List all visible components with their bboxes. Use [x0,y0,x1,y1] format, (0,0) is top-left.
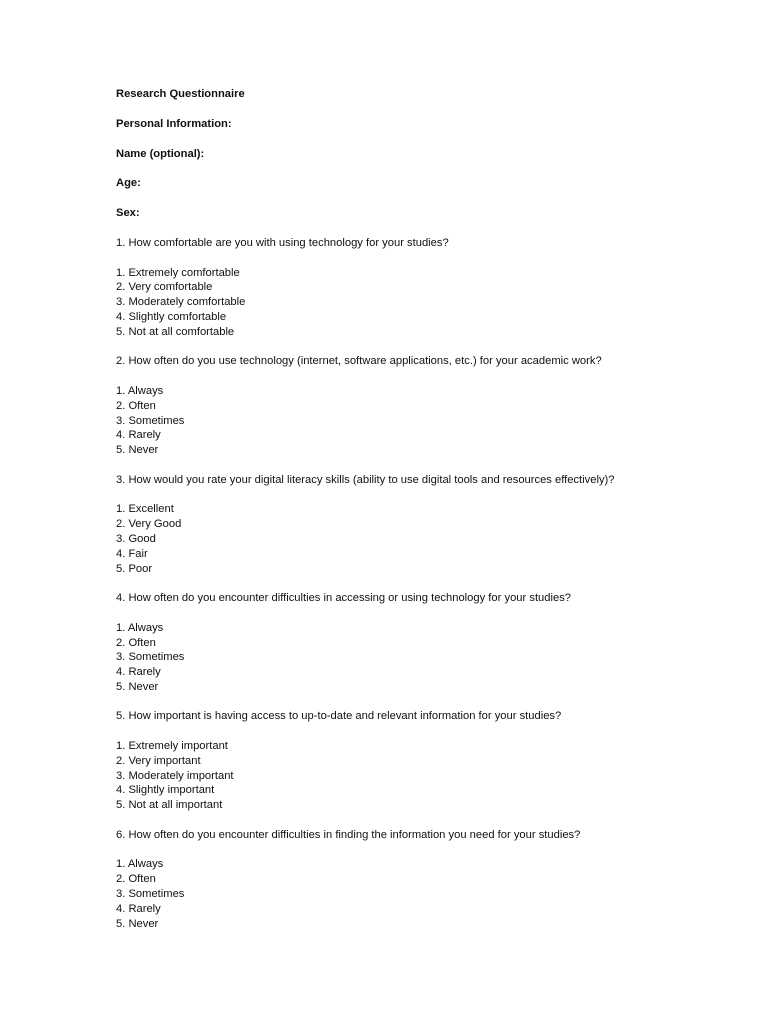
name-field-label: Name (optional): [116,147,205,160]
questionnaire-document [116,87,736,946]
answer-options [116,621,736,695]
answer-option: 5. Never [116,444,159,457]
answer-option: 4. Fair [116,547,148,560]
questions-list [116,236,736,931]
question-text: 4. How often do you encounter difficulties in accessing or using technology for your studies? [116,592,572,605]
answer-options [116,384,736,458]
answer-option: 1. Always [116,621,164,634]
answer-option: 5. Never [116,680,159,693]
answer-option: 2. Often [116,636,156,649]
answer-option: 3. Sometimes [116,651,185,664]
document-title: Research Questionnaire [116,88,245,100]
answer-option: 5. Not at all comfortable [116,325,235,338]
answer-option: 3. Sometimes [116,414,185,427]
personal-info-heading: Personal Information: [116,117,232,130]
answer-option: 1. Always [116,858,164,871]
answer-option: 3. Sometimes [116,888,185,901]
question-text: 3. How would you rate your digital literacy skills (ability to use digital tools and resources effectively)? [116,473,615,486]
answer-option: 5. Not at all important [116,799,223,812]
answer-options [116,739,736,813]
answer-option: 3. Moderately comfortable [116,296,246,309]
header-block [116,87,736,221]
question-text: 5. How important is having access to up-to-date and relevant information for your studies? [116,710,562,723]
answer-option: 4. Rarely [116,666,161,679]
answer-option: 3. Moderately important [116,769,234,782]
answer-option: 1. Extremely important [116,740,228,753]
answer-option: 2. Very comfortable [116,281,213,294]
answer-options [116,266,736,340]
answer-option: 2. Often [116,873,156,886]
question-block [116,473,736,577]
answer-option: 5. Poor [116,562,153,575]
question-block [116,354,736,458]
question-block [116,236,736,340]
answer-option: 5. Never [116,917,159,930]
answer-option: 4. Rarely [116,902,161,915]
answer-option: 4. Slightly important [116,784,215,797]
age-field-label: Age: [116,177,141,190]
question-text: 6. How often do you encounter difficulties in finding the information you need for your studies? [116,828,581,841]
answer-option: 3. Good [116,532,156,545]
question-block [116,591,736,695]
question-text: 1. How comfortable are you with using technology for your studies? [116,236,449,249]
sex-field-label: Sex: [116,207,140,220]
answer-option: 1. Always [116,384,164,397]
answer-option: 4. Slightly comfortable [116,310,227,323]
answer-options [116,857,736,931]
question-block [116,828,736,932]
answer-option: 1. Extremely comfortable [116,266,240,279]
question-text: 2. How often do you use technology (internet, software applications, etc.) for your academic work? [116,355,602,368]
answer-option: 2. Very important [116,754,201,767]
question-block [116,709,736,813]
answer-option: 1. Excellent [116,503,174,516]
answer-options [116,502,736,576]
answer-option: 4. Rarely [116,429,161,442]
answer-option: 2. Often [116,399,156,412]
answer-option: 2. Very Good [116,518,182,531]
